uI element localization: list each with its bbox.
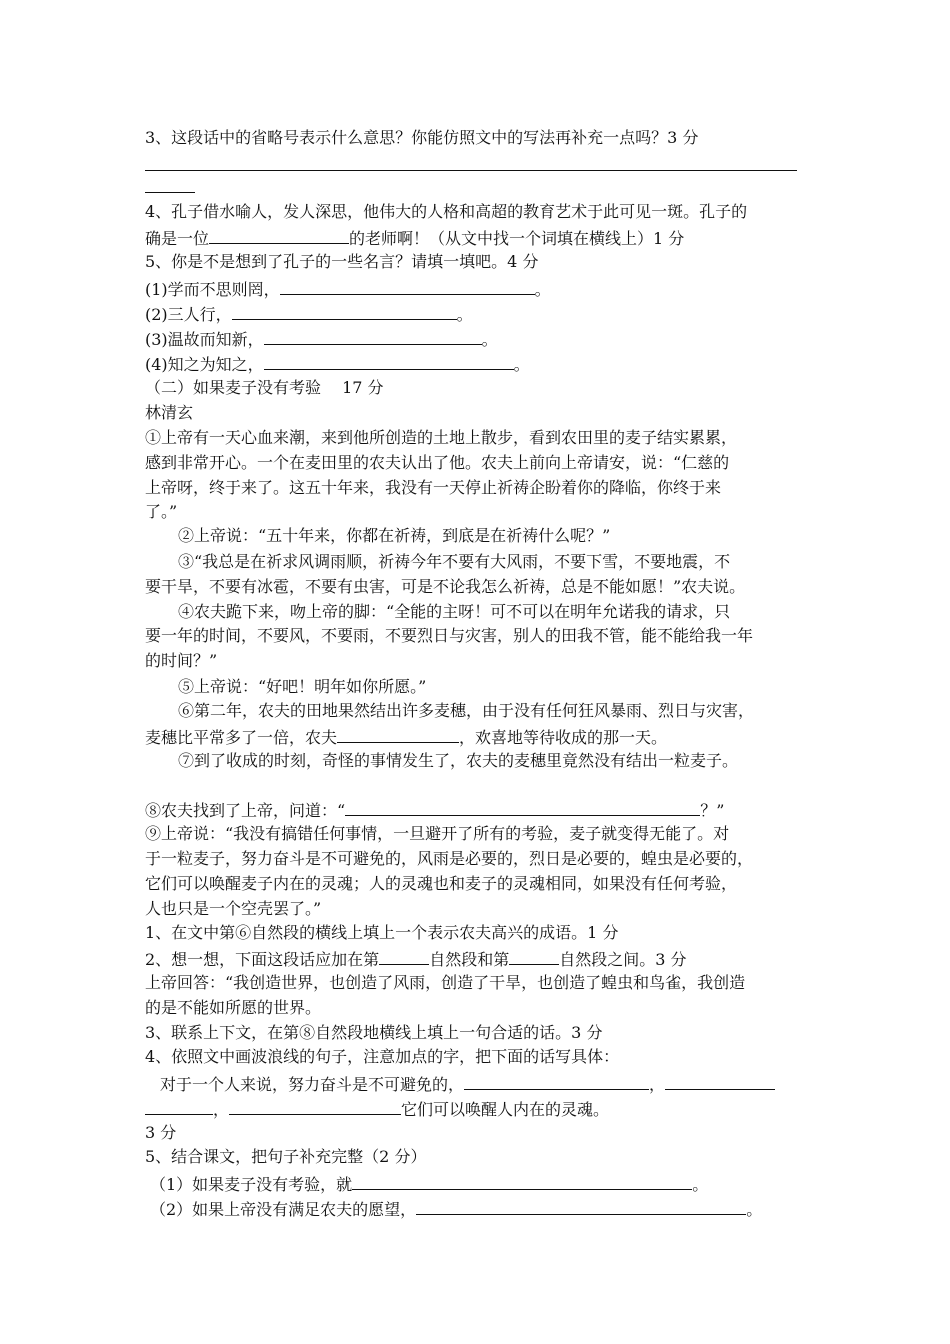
paragraph-4-line-2: 要一年的时间，不要风，不要雨，不要烈日与灾害，别人的田我不管，能不能给我一年 xyxy=(145,626,754,645)
question-3-ellipsis: 3、这段话中的省略号表示什么意思？你能仿照文中的写法再补充一点吗？3 分 xyxy=(145,128,699,147)
completion-2 xyxy=(150,1196,762,1223)
paragraph-9-line-3: 它们可以唤醒麦子内在的灵魂；人的灵魂也和麦子的灵魂相同，如果没有任何考验， xyxy=(145,874,738,893)
imitation-blank-2-continued[interactable] xyxy=(145,1096,213,1115)
part2-question-2 xyxy=(145,946,686,973)
quote-3 xyxy=(145,326,498,353)
paragraph-7: ⑦到了收成的时刻，奇怪的事情发生了，农夫的麦穗里竟然没有结出一粒麦子。 xyxy=(178,751,739,770)
part2-question-4: 4、依照文中画波浪线的句子，注意加点的字，把下面的话写具体： xyxy=(145,1047,620,1066)
comma: ， xyxy=(213,1100,230,1119)
question-4-prefix: 确是一位 xyxy=(145,229,210,248)
imitation-suffix: 它们可以唤醒人内在的灵魂。 xyxy=(401,1100,610,1119)
question-2-part-c: 自然段之间。3 分 xyxy=(559,950,687,969)
quote-1-blank[interactable] xyxy=(280,276,535,295)
quote-4-blank[interactable] xyxy=(264,351,514,370)
paragraph-6-prefix: 麦穗比平常多了一倍，农夫 xyxy=(145,728,338,747)
question-2-part-a: 2、想一想，下面这段话应加在第 xyxy=(145,950,380,969)
period: 。 xyxy=(692,1175,709,1194)
paragraph-1-line-4: 了。” xyxy=(145,502,178,521)
period: 。 xyxy=(534,280,551,299)
comma: ， xyxy=(649,1075,666,1094)
question-4-blank[interactable] xyxy=(209,225,349,244)
inserted-text-line-2: 的是不能如所愿的世界。 xyxy=(145,998,322,1017)
paragraph-3-line-1: ③“我总是在祈求风调雨顺，祈祷今年不要有大风雨，不要下雪，不要地震，不 xyxy=(178,552,731,571)
period: 。 xyxy=(481,330,498,349)
imitation-blank-1[interactable] xyxy=(464,1071,649,1090)
paragraph-1-line-1: ①上帝有一天心血来潮，来到他所创造的土地上散步，看到农田里的麦子结实累累， xyxy=(145,428,738,447)
paragraph-number-blank-2[interactable] xyxy=(509,946,559,965)
completion-2-blank[interactable] xyxy=(416,1196,746,1215)
quote-2-text: (2)三人行， xyxy=(145,305,232,324)
part2-question-5: 5、结合课文，把句子补充完整（2 分） xyxy=(145,1147,427,1166)
paragraph-6-line-2 xyxy=(145,724,667,751)
answer-line[interactable] xyxy=(145,170,797,171)
quote-4 xyxy=(145,351,530,378)
paragraph-number-blank-1[interactable] xyxy=(379,946,429,965)
quote-3-text: (3)温故而知新， xyxy=(145,330,264,349)
completion-1-blank[interactable] xyxy=(352,1171,692,1190)
question-4-line-2 xyxy=(145,225,684,252)
quote-4-text: (4)知之为知之， xyxy=(145,355,264,374)
question-4-line-1: 4、孔子借水喻人，发人深思，他伟大的人格和高超的教育艺术于此可见一斑。孔子的 xyxy=(145,202,748,221)
paragraph-1-line-3: 上帝呀，终于来了。这五十年来，我没有一天停止祈祷企盼着你的降临，你终于来 xyxy=(145,478,722,497)
completion-2-text: （2）如果上帝没有满足农夫的愿望， xyxy=(150,1200,417,1219)
paragraph-4-line-1: ④农夫跪下来，吻上帝的脚：“全能的主呀！可不可以在明年允诺我的请求，只 xyxy=(178,602,731,621)
imitation-blank-3[interactable] xyxy=(229,1096,401,1115)
quote-1-text: (1)学而不思则罔， xyxy=(145,280,280,299)
paragraph-3-line-2: 要干旱，不要有冰雹，不要有虫害，可是不论我怎么祈祷，总是不能如愿！”农夫说。 xyxy=(145,577,746,596)
period: 。 xyxy=(456,305,473,324)
paragraph-2: ②上帝说：“五十年来，你都在祈祷，到底是在祈祷什么呢？” xyxy=(178,526,611,545)
paragraph-4-line-3: 的时间？” xyxy=(145,651,218,670)
paragraph-8-suffix: ？” xyxy=(700,801,725,820)
paragraph-5: ⑤上帝说：“好吧！明年如你所愿。” xyxy=(178,677,427,696)
question-5: 5、你是不是想到了孔子的一些名言？请填一填吧。4 分 xyxy=(145,252,539,271)
paragraph-9-line-4: 人也只是一个空壳罢了。” xyxy=(145,899,322,918)
completion-1 xyxy=(150,1171,708,1198)
paragraph-9-line-2: 于一粒麦子，努力奋斗是不可避免的，风雨是必要的，烈日是必要的，蝗虫是必要的， xyxy=(145,849,754,868)
imitation-blank-2[interactable] xyxy=(665,1071,775,1090)
completion-1-text: （1）如果麦子没有考验，就 xyxy=(150,1175,353,1194)
period: 。 xyxy=(513,355,530,374)
quote-2-blank[interactable] xyxy=(232,301,457,320)
paragraph-9-line-1: ⑨上帝说：“我没有搞错任何事情，一旦避开了所有的考验，麦子就变得无能了。对 xyxy=(145,824,730,843)
idiom-blank[interactable] xyxy=(337,724,459,743)
passage-author: 林清玄 xyxy=(145,403,194,422)
quote-2 xyxy=(145,301,473,328)
passage-heading: （二）如果麦子没有考验 17 分 xyxy=(145,378,384,397)
paragraph-6-line-1: ⑥第二年，农夫的田地果然结出许多麦穗，由于没有任何狂风暴雨、烈日与灾害， xyxy=(178,701,755,720)
inserted-text-line-1: 上帝回答：“我创造世界，也创造了风雨，创造了干旱，也创造了蝗虫和鸟雀，我创造 xyxy=(145,973,746,992)
period: 。 xyxy=(746,1200,763,1219)
question-4-score: 3 分 xyxy=(145,1123,177,1142)
paragraph-8 xyxy=(145,797,724,824)
quote-1 xyxy=(145,276,551,303)
question-4-suffix: 的老师啊！（从文中找一个词填在横线上）1 分 xyxy=(349,229,685,248)
paragraph-8-prefix: ⑧农夫找到了上帝，问道：“ xyxy=(145,801,346,820)
part2-question-1: 1、在文中第⑥自然段的横线上填上一个表示农夫高兴的成语。1 分 xyxy=(145,923,619,942)
quote-3-blank[interactable] xyxy=(264,326,482,345)
imitation-line-1 xyxy=(160,1071,775,1098)
question-blank[interactable] xyxy=(345,797,700,816)
part2-question-3: 3、联系上下文，在第⑧自然段地横线上填上一句合适的话。3 分 xyxy=(145,1023,603,1042)
paragraph-6-suffix: ，欢喜地等待收成的那一天。 xyxy=(459,728,668,747)
paragraph-1-line-2: 感到非常开心。一个在麦田里的农夫认出了他。农夫上前向上帝请安，说：“仁慈的 xyxy=(145,453,730,472)
question-2-part-b: 自然段和第 xyxy=(429,950,510,969)
imitation-line-2 xyxy=(145,1096,609,1123)
imitation-prefix: 对于一个人来说，努力奋斗是不可避免的， xyxy=(160,1075,465,1094)
answer-line-continued[interactable] xyxy=(145,192,195,193)
